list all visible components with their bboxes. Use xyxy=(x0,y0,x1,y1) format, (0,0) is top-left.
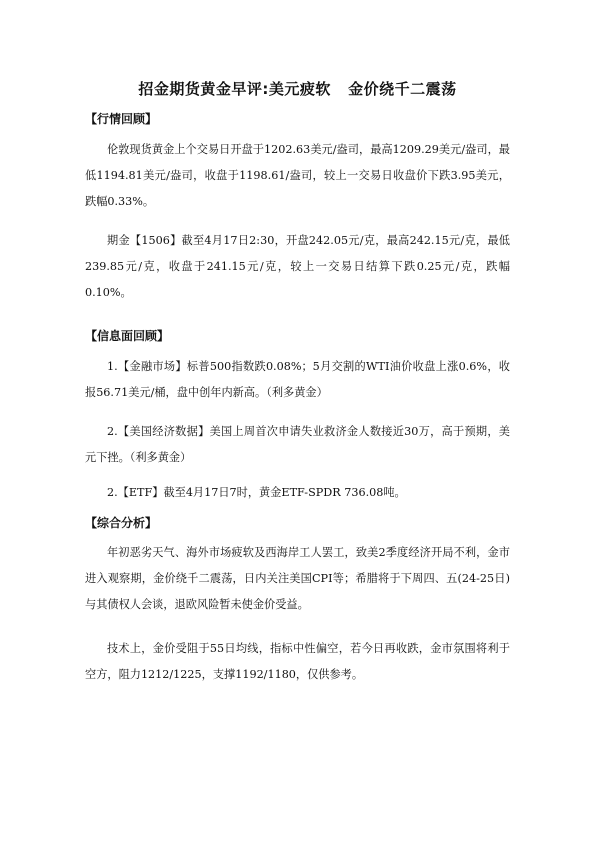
paragraph-us-economic-data: 2.【美国经济数据】美国上周首次申请失业救济金人数接近30万，高于预期，美元下挫。（利多黄金） xyxy=(85,425,510,464)
paragraph-fundamental-analysis: 年初恶劣天气、海外市场疲软及西海岸工人罢工，致美2季度经济开局不利，金市进入观察期，金价绕千二震荡，日内关注美国CPI等；希腊将于下周四、五(24-25日)与其债权人会谈，退欧风险暂未使金价受益。 xyxy=(85,546,510,611)
paragraph-technical-analysis: 技术上，金价受阻于55日均线，指标中性偏空，若今日再收跌，金市氛围将利于空方，阻力1212/1225，支撑1192/1180，仅供参考。 xyxy=(85,642,510,681)
paragraph-gold-futures: 期金【1506】截至4月17日2:30，开盘242.05元/克，最高242.15元/克，最低239.85元/克，收盘于241.15元/克，较上一交易日结算下跌0.25元/克，跌幅0.10%。 xyxy=(85,234,510,299)
paragraph-financial-markets: 1.【金融市场】标普500指数跌0.08%；5月交割的WTI油价收盘上涨0.6%，收报56.71美元/桶，盘中创年内新高。（利多黄金） xyxy=(85,360,510,399)
section-heading-market-review: 【行情回顾】 xyxy=(85,112,158,126)
section-heading-analysis: 【综合分析】 xyxy=(85,516,158,530)
section-heading-news-review: 【信息面回顾】 xyxy=(85,329,170,343)
document-title: 招金期货黄金早评:美元疲软 金价绕千二震荡 xyxy=(138,80,457,98)
paragraph-london-spot-gold: 伦敦现货黄金上个交易日开盘于1202.63美元/盎司，最高1209.29美元/盎司，最低1194.81美元/盎司，收盘于1198.61/盎司，较上一交易日收盘价下跌3.95美元，跌幅0.33%。 xyxy=(85,143,510,208)
paragraph-etf-holdings: 2.【ETF】截至4月17日7时，黄金ETF-SPDR 736.08吨。 xyxy=(107,486,406,499)
